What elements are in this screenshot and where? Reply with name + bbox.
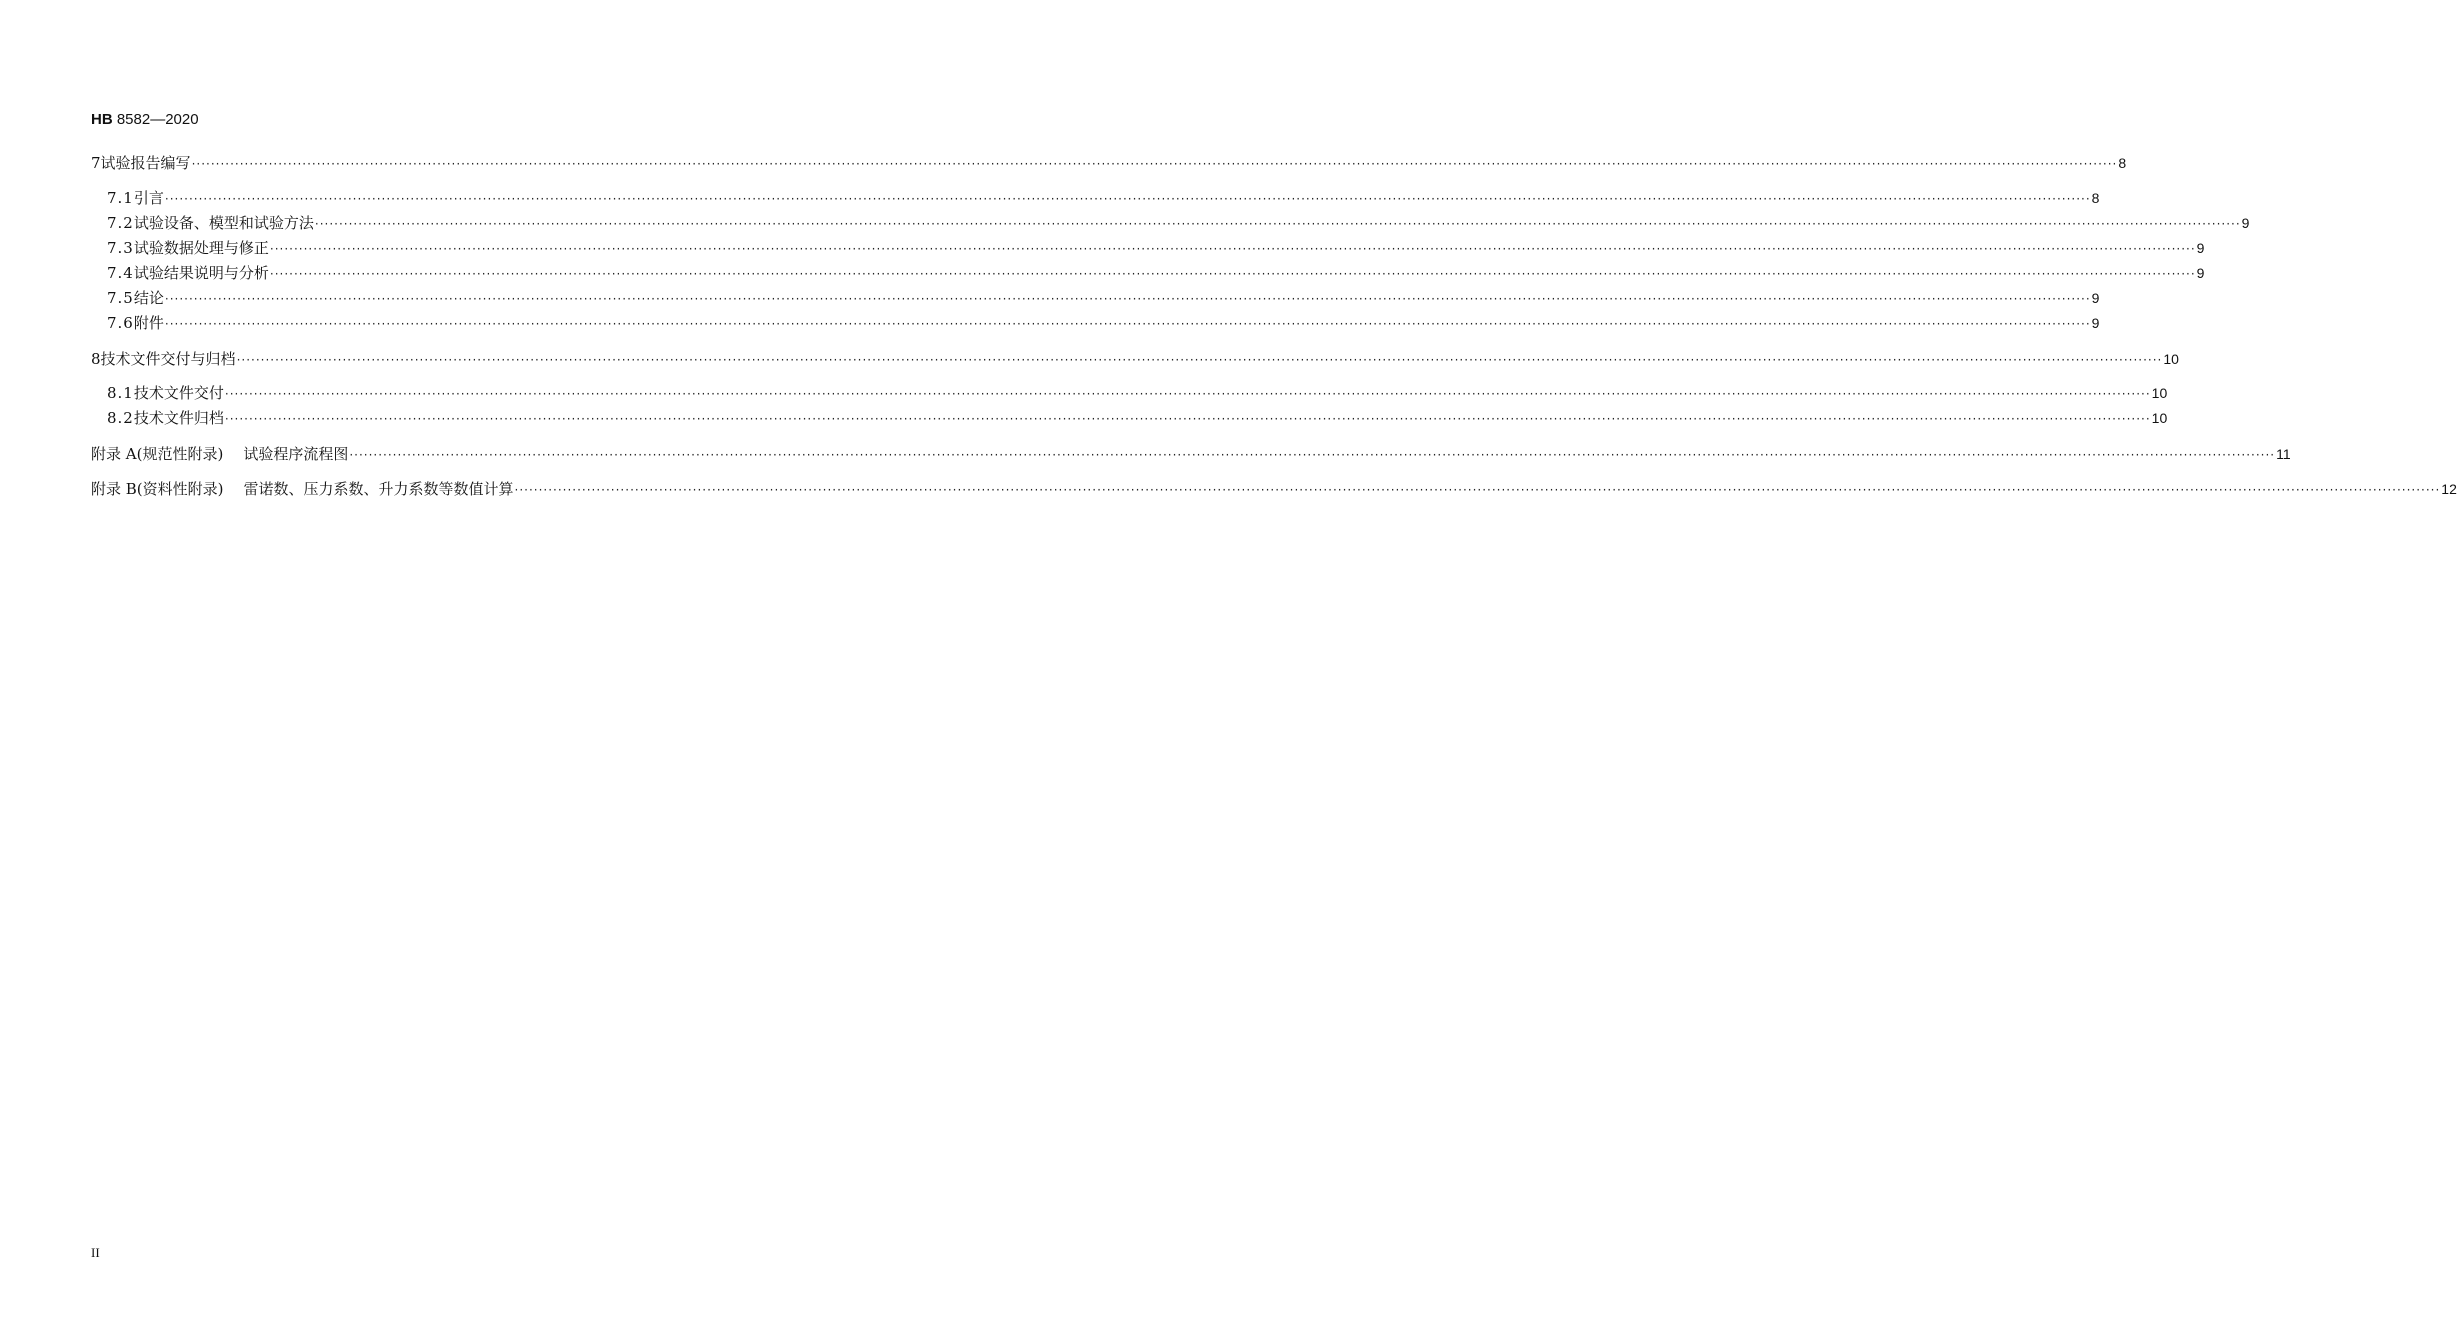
toc-entry-7-4[interactable]	[107, 262, 2205, 284]
toc-page-number: 8	[2118, 155, 2127, 171]
toc-title: 技术文件交付与归档	[100, 350, 236, 368]
toc-entry-8-2[interactable]	[107, 407, 2168, 429]
toc-number: 7	[91, 154, 101, 172]
toc-entry-appendix-a[interactable]	[91, 443, 2291, 465]
toc-title: 试验程序流程图	[243, 445, 349, 463]
toc-leader: ················································································································································································································································································································································································································	[514, 483, 2441, 497]
toc-number: 7.3	[107, 239, 134, 257]
toc-number: 8	[91, 350, 101, 368]
toc-leader: ················································································································································································································································································································································································································	[164, 192, 2091, 206]
toc-leader: ················································································································································································································································································································································································································	[269, 267, 2196, 281]
toc-title: 技术文件归档	[133, 409, 224, 427]
toc-leader: ················································································································································································································································································································································································································	[314, 217, 2241, 231]
toc-number: 7.4	[107, 264, 134, 282]
toc-page-number: 10	[2163, 351, 2179, 367]
toc-leader: ················································································································································································································································································································································································································	[224, 412, 2151, 426]
toc-entry-7[interactable]	[91, 152, 2127, 174]
toc-entry-7-3[interactable]	[107, 237, 2205, 259]
toc-page-number: 11	[2276, 446, 2291, 462]
toc-number: 7.5	[107, 289, 134, 307]
toc-title: 雷诺数、压力系数、升力系数等数值计算	[243, 480, 514, 498]
document-header	[91, 110, 199, 130]
toc-page-number: 9	[2196, 265, 2205, 281]
toc-title: 引言	[133, 189, 164, 207]
toc-entry-7-1[interactable]	[107, 187, 2100, 209]
toc-entry-7-2[interactable]	[107, 212, 2250, 234]
toc-number: 附录 B(资料性附录)	[91, 480, 224, 498]
toc-leader: ················································································································································································································································································································································································································	[164, 317, 2091, 331]
toc-page-number: 8	[2091, 190, 2100, 206]
toc-leader: ················································································································································································································································································································································································································	[164, 292, 2091, 306]
toc-leader: ················································································································································································································································································································································································································	[224, 387, 2151, 401]
page-number-footer: II	[91, 1245, 100, 1260]
toc-entry-7-5[interactable]	[107, 287, 2100, 309]
toc-title: 试验数据处理与修正	[133, 239, 269, 257]
toc-page-number: 9	[2196, 240, 2205, 256]
toc-number: 7.1	[107, 189, 134, 207]
toc-leader: ················································································································································································································································································································································································································	[269, 242, 2196, 256]
toc-number: 8.2	[107, 409, 134, 427]
toc-title: 试验结果说明与分析	[133, 264, 269, 282]
toc-entry-appendix-b[interactable]	[91, 478, 2457, 500]
toc-number: 7.2	[107, 214, 134, 232]
toc-title: 试验报告编写	[100, 154, 191, 172]
toc-page-number: 9	[2091, 290, 2100, 306]
toc-entry-8[interactable]	[91, 348, 2179, 370]
standard-number: 8582—2020	[116, 111, 199, 128]
toc-leader: ················································································································································································································································································································································································································	[349, 448, 2276, 462]
toc-entry-8-1[interactable]	[107, 382, 2168, 404]
toc-title: 试验设备、模型和试验方法	[133, 214, 314, 232]
toc-number: 7.6	[107, 314, 134, 332]
toc-title: 附件	[133, 314, 164, 332]
toc-page-number: 9	[2091, 315, 2100, 331]
toc-leader: ················································································································································································································································································································································································································	[191, 157, 2118, 171]
toc-title: 技术文件交付	[133, 384, 224, 402]
toc-leader: ················································································································································································································································································································································································································	[236, 353, 2163, 367]
toc-entry-7-6[interactable]	[107, 312, 2100, 334]
toc-title: 结论	[133, 289, 164, 307]
toc-page-number: 10	[2151, 385, 2168, 401]
toc-page-number: 12	[2441, 481, 2457, 497]
standard-code: HB	[91, 111, 113, 128]
toc-number: 8.1	[107, 384, 134, 402]
toc-page-number: 10	[2151, 410, 2168, 426]
toc-page-number: 9	[2241, 215, 2250, 231]
toc-number: 附录 A(规范性附录)	[91, 445, 224, 463]
